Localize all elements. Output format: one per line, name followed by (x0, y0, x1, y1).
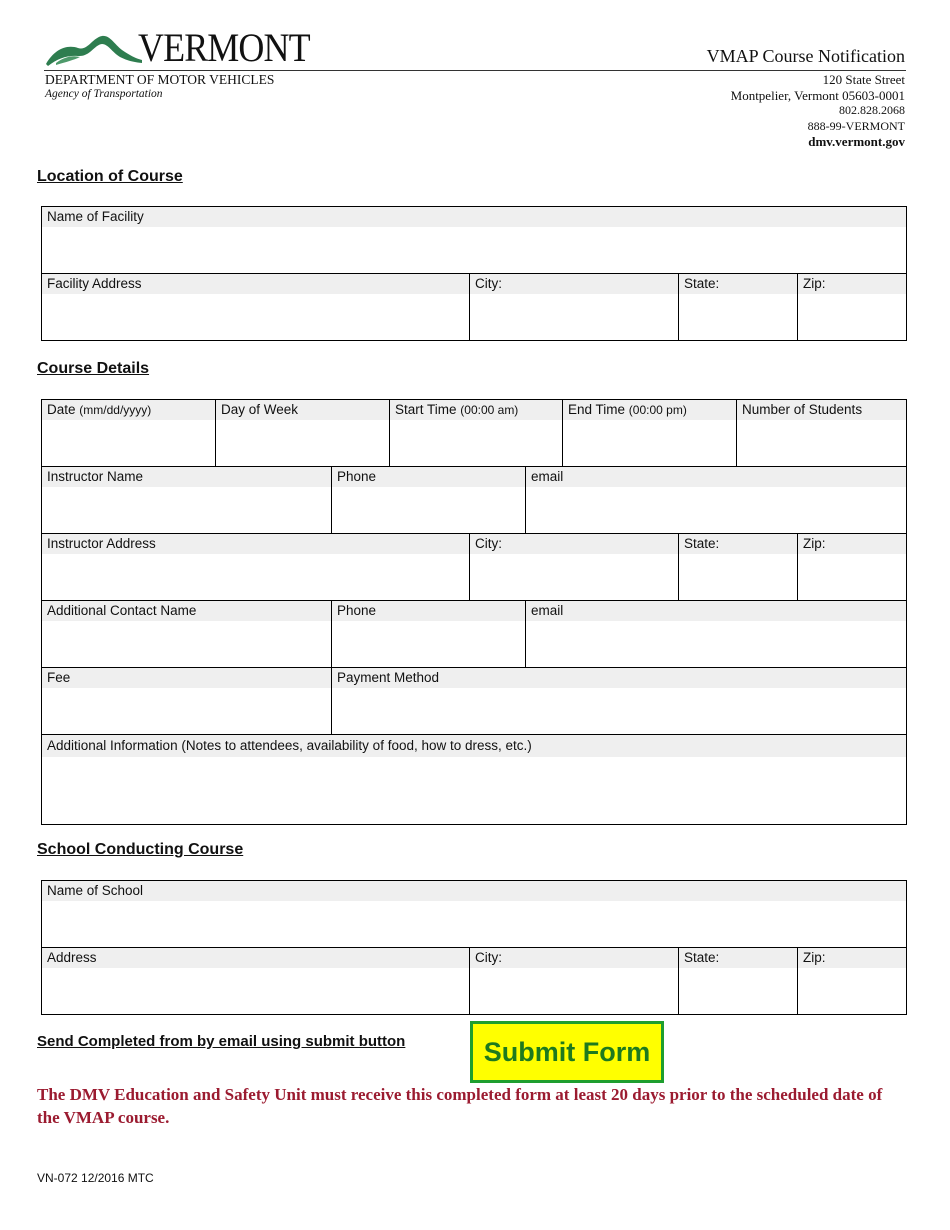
instructor-address-input[interactable] (42, 554, 469, 600)
vermont-wordmark: VERMONT (138, 25, 310, 70)
course-details-heading: Course Details (37, 360, 150, 377)
facility-name-cell (42, 207, 906, 273)
school-address-label: Address (42, 948, 469, 968)
school-name-input[interactable] (42, 901, 906, 947)
department-name: DEPARTMENT OF MOTOR VEHICLES (45, 72, 275, 87)
end-time-input[interactable] (563, 420, 736, 466)
fee-label: Fee (42, 668, 331, 688)
payment-method-cell (331, 668, 906, 734)
facility-address-label: Facility Address (42, 274, 469, 294)
instructor-address-label: Instructor Address (42, 534, 469, 554)
facility-address-input[interactable] (42, 294, 469, 340)
school-state-input[interactable] (679, 968, 797, 1014)
instructor-name-cell (42, 467, 331, 533)
payment-method-input[interactable] (332, 688, 906, 734)
instructor-city-input[interactable] (470, 554, 678, 600)
school-zip-label: Zip: (798, 948, 906, 968)
start-time-label: Start Time (00:00 am) (390, 400, 562, 420)
contact-phone-input[interactable] (332, 621, 525, 667)
instructor-name-label: Instructor Name (42, 467, 331, 487)
date-cell (42, 400, 215, 466)
instructor-state-input[interactable] (679, 554, 797, 600)
end-time-label: End Time (00:00 pm) (563, 400, 736, 420)
form-code: VN-072 12/2016 MTC (37, 1171, 154, 1185)
contact-phone-cell (331, 601, 525, 667)
school-name-cell (42, 881, 906, 947)
day-of-week-label: Day of Week (216, 400, 389, 420)
schedule-row (42, 400, 906, 466)
date-input[interactable] (42, 420, 215, 466)
facility-address-cell (42, 274, 469, 340)
facility-state-cell (678, 274, 797, 340)
instructor-row (42, 466, 906, 533)
additional-contact-row (42, 600, 906, 667)
facility-name-input[interactable] (42, 227, 906, 273)
contact-name-label: Additional Contact Name (42, 601, 331, 621)
instructor-city-cell (469, 534, 678, 600)
school-address-input[interactable] (42, 968, 469, 1014)
school-state-cell (678, 948, 797, 1014)
instructor-zip-input[interactable] (798, 554, 906, 600)
additional-info-label: Additional Information (Notes to attendees, availability of food, how to dress, etc.) (42, 735, 906, 757)
deadline-notice: The DMV Education and Safety Unit must receive this completed form at least 20 days prior to the scheduled date of the VMAP course. (37, 1085, 883, 1127)
school-heading: School Conducting Course (37, 841, 244, 858)
instructor-city-label: City: (470, 534, 678, 554)
school-address-cell (42, 948, 469, 1014)
facility-city-input[interactable] (470, 294, 678, 340)
school-city-input[interactable] (470, 968, 678, 1014)
facility-city-cell (469, 274, 678, 340)
dmv-address-block (731, 72, 905, 150)
website-link[interactable]: dmv.vermont.gov (808, 134, 905, 149)
facility-state-input[interactable] (679, 294, 797, 340)
contact-email-cell (525, 601, 906, 667)
contact-email-input[interactable] (526, 621, 906, 667)
phone-number: 802.828.2068 (839, 103, 905, 117)
instructor-zip-cell (797, 534, 906, 600)
additional-info-input[interactable] (42, 757, 906, 824)
location-grid (41, 206, 907, 341)
instructor-phone-cell (331, 467, 525, 533)
payment-method-label: Payment Method (332, 668, 906, 688)
school-zip-input[interactable] (798, 968, 906, 1014)
facility-zip-label: Zip: (798, 274, 906, 294)
number-of-students-cell (736, 400, 906, 466)
fee-cell (42, 668, 331, 734)
instructor-address-cell (42, 534, 469, 600)
school-grid (41, 880, 907, 1015)
school-state-label: State: (679, 948, 797, 968)
address-city: Montpelier, Vermont 05603-0001 (730, 87, 905, 103)
instructor-name-input[interactable] (42, 487, 331, 533)
instructor-phone-input[interactable] (332, 487, 525, 533)
contact-name-cell (42, 601, 331, 667)
day-of-week-cell (215, 400, 389, 466)
school-name-row (42, 881, 906, 947)
agency-name: Agency of Transportation (45, 88, 163, 100)
facility-zip-input[interactable] (798, 294, 906, 340)
date-label: Date (mm/dd/yyyy) (42, 400, 215, 420)
day-of-week-input[interactable] (216, 420, 389, 466)
school-city-cell (469, 948, 678, 1014)
start-time-cell (389, 400, 562, 466)
submit-form-button[interactable]: Submit Form (470, 1021, 664, 1083)
additional-info-cell (42, 735, 906, 824)
fee-row (42, 667, 906, 734)
start-time-input[interactable] (390, 420, 562, 466)
instructor-address-row (42, 533, 906, 600)
school-name-label: Name of School (42, 881, 906, 901)
vermont-mountain-logo-icon (44, 30, 144, 68)
header-rule (44, 70, 906, 71)
course-details-grid (41, 399, 907, 825)
contact-name-input[interactable] (42, 621, 331, 667)
contact-phone-label: Phone (332, 601, 525, 621)
facility-address-row (42, 273, 906, 340)
instructor-zip-label: Zip: (798, 534, 906, 554)
send-instruction: Send Completed from by email using submit button (37, 1033, 406, 1050)
facility-city-label: City: (470, 274, 678, 294)
facility-name-label: Name of Facility (42, 207, 906, 227)
address-street: 120 State Street (822, 72, 905, 87)
number-of-students-label: Number of Students (737, 400, 906, 420)
instructor-email-input[interactable] (526, 487, 906, 533)
form-title: VMAP Course Notification (706, 46, 905, 66)
contact-email-label: email (526, 601, 906, 621)
facility-name-row (42, 207, 906, 273)
location-heading: Location of Course (37, 168, 183, 185)
school-zip-cell (797, 948, 906, 1014)
instructor-state-cell (678, 534, 797, 600)
facility-zip-cell (797, 274, 906, 340)
instructor-state-label: State: (679, 534, 797, 554)
school-city-label: City: (470, 948, 678, 968)
instructor-email-cell (525, 467, 906, 533)
instructor-phone-label: Phone (332, 467, 525, 487)
end-time-cell (562, 400, 736, 466)
school-address-row (42, 947, 906, 1014)
toll-free-number: 888-99-VERMONT (807, 118, 905, 133)
number-of-students-input[interactable] (737, 420, 906, 466)
instructor-email-label: email (526, 467, 906, 487)
facility-state-label: State: (679, 274, 797, 294)
additional-info-row (42, 734, 906, 824)
fee-input[interactable] (42, 688, 331, 734)
